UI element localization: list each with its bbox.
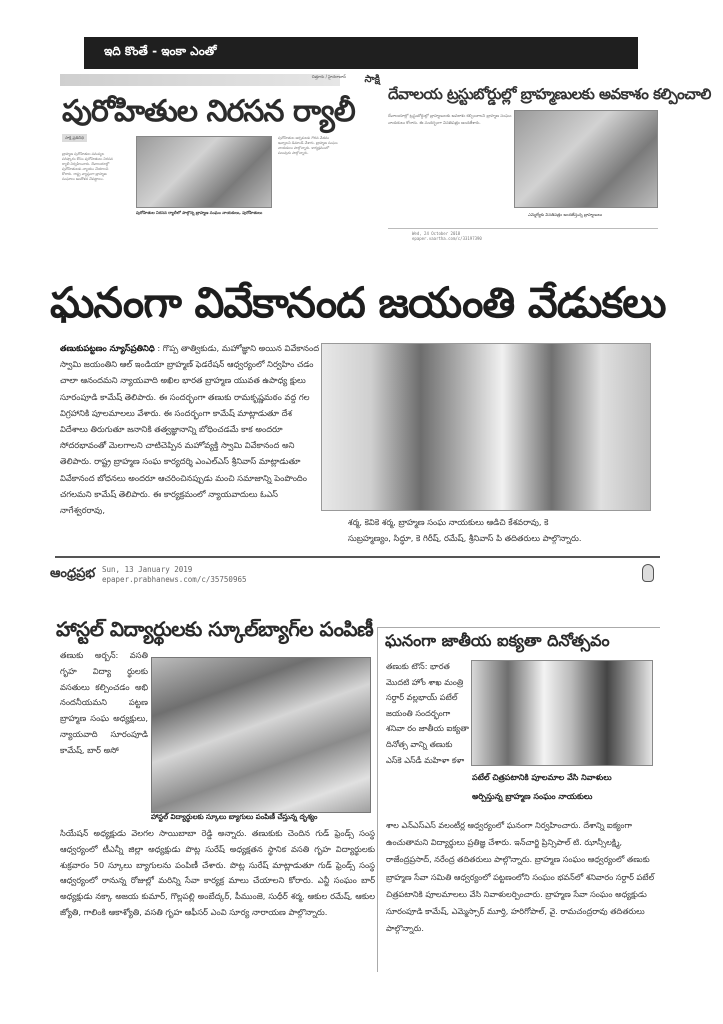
- clipping-headline: పురోహితుల నిరసన ర్యాలీ: [62, 94, 355, 129]
- main-photo-caption: [348, 514, 658, 546]
- hostel-photo-caption: హాస్టల్ విద్యార్థులకు స్కూలు బ్యాగులు పంపిణీ చేస్తున్న దృశ్యం: [151, 813, 318, 821]
- rally-photo: [136, 136, 272, 208]
- epaper-footer: [388, 228, 658, 241]
- caption-line-2: సుబ్రహ్మణ్యం, సిద్ధూ, కె గిరీష్, రమేష్, శ్రీనివాస్ పి తదితరులు పాల్గొన్నారు.: [348, 533, 582, 543]
- column-text-left: బ్రాహ్మణ పురోహితుల సమస్యల పరిష్కారం కోసం పురోహితులు నిరసన ర్యాలీ నిర్వహించారు. దేవాలయాల్లో పురోహితులకు న్యాయం చేయాలని కోరారు. రాష్ట్ర వ్యాప్తంగా బ్రాహ్మణ సంఘాలు ఆందోళన చేపట్టాయి.: [62, 152, 113, 181]
- sakshi-logo: సాక్షి: [364, 74, 380, 85]
- epaper-date: Sun, 13 January 2019: [102, 565, 193, 574]
- main-article-body: తణుకుపట్టణం న్యూస్‌ప్రతినిధి : గొప్ప తాత్వికుడు, మహోజ్ఞాని అయిన వివేకానంద స్వామి జయంతిని ఆల్ ఇండియా బ్రాహ్మణ్ ఫెడరేషన్ ఆధ్వర్యంలో నిర్వహిం చడం చాలా ఆనందమని న్యాయవాది అఖిల భారత బ్రాహ్మణ యువత ఉపాధ్య క్షులు సూరంపూడి కామేష్ తెలిపారు. ఈ సందర్భంగా తణుకు రామకృష్ణమఠం వద్ద గల విగ్రహానికి పూలమాలలు వేశారు. ఈ సందర్భంగా కామేష్ మాట్లాడుతూ దేశ విదేశాలు తిరుగుతూ జనానికి తత్వజ్ఞానాన్ని బోధించడమే కాక అందరూ సోదరభావంతో మెలగాలని చాటిచెప్పిన మహోవ్యక్తి స్వామి వివేకానంద అని తెలిపారు. రాష్ట్ర బ్రాహ్మణ సంఘ కార్యదర్శి ఎంఎల్‌ఎస్ శ్రీనివాస్ మాట్లాడుతూ వివేకానంద బోధనలు అందరూ ఆచరించినప్పుడు మంచి సమాజాన్ని పెంపొందిం చగలమని కామేష్ తెలిపారు. ఈ కార్యక్రమంలో న్యాయవాదులు ఓఎస్ నాగేశ్వరరావు,: [60, 343, 320, 516]
- column-text-right: పురోహితుల అర్చకులకు గౌరవ వేతనం ఇవ్వాలని డిమాండ్ చేశారు. బ్రాహ్మణ సంఘం నాయకులు పాల్గొన్నారు. కార్యక్రమంలో పలువురు పాల్గొన్నారు.: [278, 136, 338, 155]
- owl-icon: [642, 564, 654, 582]
- banner-title: ఇది కొంతే - ఇంకా ఎంతో: [104, 44, 217, 58]
- article-text: గొప్ప తాత్వికుడు, మహోజ్ఞాని అయిన వివేకానంద స్వామి జయంతిని ఆల్ ఇండియా బ్రాహ్మణ్ ఫెడరేషన్ ఆధ్వర్యంలో నిర్వహిం చడం చాలా ఆనందమని న్యాయవాది అఖిల భారత బ్రాహ్మణ యువత ఉపాధ్య క్షులు సూరంపూడి కామేష్ తెలిపారు. ఈ సందర్భంగా తణుకు రామకృష్ణమఠం వద్ద గల విగ్రహానికి పూలమాలలు వేశారు. ఈ సందర్భంగా కామేష్ మాట్లాడుతూ దేశ విదేశాలు తిరుగుతూ జనానికి తత్వజ్ఞానాన్ని బోధించడమే కాక అందరూ సోదరభావంతో మెలగాలని చాటిచెప్పిన మహోవ్యక్తి స్వామి వివేకానంద అని తెలిపారు. రాష్ట్ర బ్రాహ్మణ సంఘ కార్యదర్శి ఎంఎల్‌ఎస్ శ్రీనివాస్ మాట్లాడుతూ వివేకానంద బోధనలు అందరూ ఆచరించినప్పుడు మంచి సమాజాన్ని పెంపొందిం చగలమని కామేష్ తెలిపారు. ఈ కార్యక్రమంలో న్యాయవాదులు ఓఎస్ నాగేశ్వరరావు,: [60, 343, 320, 516]
- caption-line-1: శర్మ, కెవికె శర్మ, బ్రాహ్మణ సంఘ నాయకులు ఆడిచి కేశవరావు, కె: [348, 517, 549, 527]
- masthead-strip: [60, 74, 340, 86]
- patel-tribute-photo: [471, 660, 653, 766]
- caption-line-1: పటేల్ చిత్రపటానికి పూలమాల వేసి నివాళులు: [472, 773, 612, 782]
- column-text: దేవాలయాల్లో ట్రస్టుబోర్డుల్లో బ్రాహ్మణులకు అవకాశం కల్పించాలని బ్రాహ్మణ సంఘం నాయకులు కోరారు. ఈ సందర్భంగా వినతిపత్రం అందజేశారు.: [388, 113, 512, 125]
- epaper-info: [102, 565, 247, 585]
- hostel-headline: హాస్టల్ విద్యార్థులకు స్కూల్‌బ్యాగ్‌ల పంపిణీ: [56, 617, 374, 641]
- clipping-headline: దేవాలయ ట్రస్టుబోర్డుల్లో బ్రాహ్మణులకు అవకాశం కల్పించాలి: [388, 85, 711, 103]
- title-banner: [84, 37, 638, 69]
- school-bag-photo: [151, 657, 371, 813]
- byline-label: సాక్షి ప్రతినిధి: [62, 134, 87, 142]
- hostel-article-body: సియేషన్ అధ్యక్షుడు వెలగల సాయిబాబా రెడ్డి అన్నారు. తణుకుకు చెందిన గుడ్ ఫ్రెండ్స్ సంస్థ ఆధ్వర్యంలో టీఎన్నీ జిల్లా అధ్యక్షుడు పొట్ల సురేష్ అధ్యక్షతన స్థానిక వసతి గృహ విద్యార్థులకు శుక్రవారం 50 స్కూలు బ్యాగులను పంపిణీ చేశారు. పొట్ల సురేష్ మాట్లాడుతూ గుడ్ ఫ్రెండ్స్ సంస్థ ఆధ్వర్యంలో రానున్న రోజుల్లో మరిన్ని సేవా కార్యక్ర మాలు చేయాలని కోరారు. ఎన్జీ సంఘం బార్ అధ్యక్షుడు నక్కా అజయ కుమార్, గొల్లపల్లి అంబేద్కర్, పీముంజె, సుధీర్ శర్మ, ఆకుల రమేష్, ఆకుల జ్యోతి, గాలింకి ఆకాశ్యోతి, వసతి గృహ ఆఫీసర్ ఎంవి సూర్య నారాయణ పాల్గొన్నారు.: [60, 828, 375, 917]
- epaper-url: epaper.prabhanews.com/c/35750965: [102, 575, 247, 584]
- unity-article-body: శాల ఎన్ఎస్ఎస్ వలంటీర్ల ఆధ్వర్యంలో ఘనంగా నిర్వహించారు. దేశాన్ని ఐక్యంగా ఉంచుతామని విద్యార్థులు ప్రతిజ్ఞ చేశారు. ఇన్‌చార్జి ప్రిన్సిపాల్ టి. ఝాన్సీలక్ష్మి, రాజేంద్రప్రసాద్, నరేంద్ర తదితరులు పాల్గొన్నారు. బ్రాహ్మణ సంఘం ఆధ్వర్యంలో తణుకు బ్రాహ్మణ సేవా సమితి ఆధ్వర్యంలో పట్టణంలోని సంఘం భవన్‌లో శనివారం సర్దార్ పటేల్ చిత్రపటానికి పూలమాలలు వేసి నివాళులర్పించారు. బ్రాహ్మణ సేవా సంఘం అధ్యక్షుడు సూరంపూడి కామేష్, ఎమ్మెస్సార్ మూర్తి, హరిగోపాల్, వై. రామచంద్రరావు తదితరులు పాల్గొన్నారు.: [386, 820, 655, 934]
- main-headline: ఘనంగా వివేకానంద జయంతి వేడుకలు: [50, 278, 666, 327]
- hostel-narrow-column: తణుకు అర్బన్: వసతి గృహ విద్యా ర్థులకు వసతులు కల్పించడం అభి నందనీయమని పట్టణ బ్రాహ్మణ సంఘ అధ్యక్షులు, న్యాయవాది సూరంపూడి కామేష్, బార్ అసో: [60, 650, 148, 755]
- dateline: తణుకుపట్టణం న్యూస్‌ప్రతినిధి: [60, 343, 155, 353]
- memorandum-photo: [514, 110, 658, 208]
- clipping-sakshi: [56, 72, 386, 260]
- unity-narrow-column: తణుకు టౌన్: భారత మొదటి హోం శాఖ మంత్రి సర్దార్ వల్లభాయ్ పటేల్ జయంతి సందర్భంగా శనివా రం జాతీయ ఐక్యతా దినోత్స వాన్ని తణుకు ఎస్‌కె ఎస్‌డీ మహిళా కళా: [386, 661, 469, 765]
- footer-date: Wed, 24 October 2018: [412, 231, 461, 236]
- unity-photo-caption: [472, 768, 612, 806]
- vivekananda-jayanti-photo: [321, 343, 651, 511]
- prabha-logo: ఆంధ్రప్రభ: [50, 566, 96, 581]
- photo-caption: ఎమ్మెల్యేకు వినతిపత్రం అందజేస్తున్న బ్రాహ్మణులు: [528, 212, 603, 217]
- unity-headline: ఘనంగా జాతీయ ఐక్యతా దినోత్సవం: [385, 631, 610, 650]
- caption-line-2: అర్పిస్తున్న బ్రాహ్మణ సంఘం నాయకులు: [472, 792, 593, 801]
- prabha-epaper-footer: [44, 562, 664, 590]
- clipping-temple-trust: [388, 80, 711, 258]
- footer-url: epaper.vaartha.com/c/33197390: [412, 236, 482, 241]
- paper-edition: చిత్తూరు / హైదరాబాద్: [311, 74, 346, 79]
- divider: [55, 556, 660, 558]
- photo-caption: పురోహితుల నిరసన ర్యాలీలో పాల్గొన్న బ్రాహ్మణ సంఘం నాయకులు, పురోహితులు: [136, 210, 263, 215]
